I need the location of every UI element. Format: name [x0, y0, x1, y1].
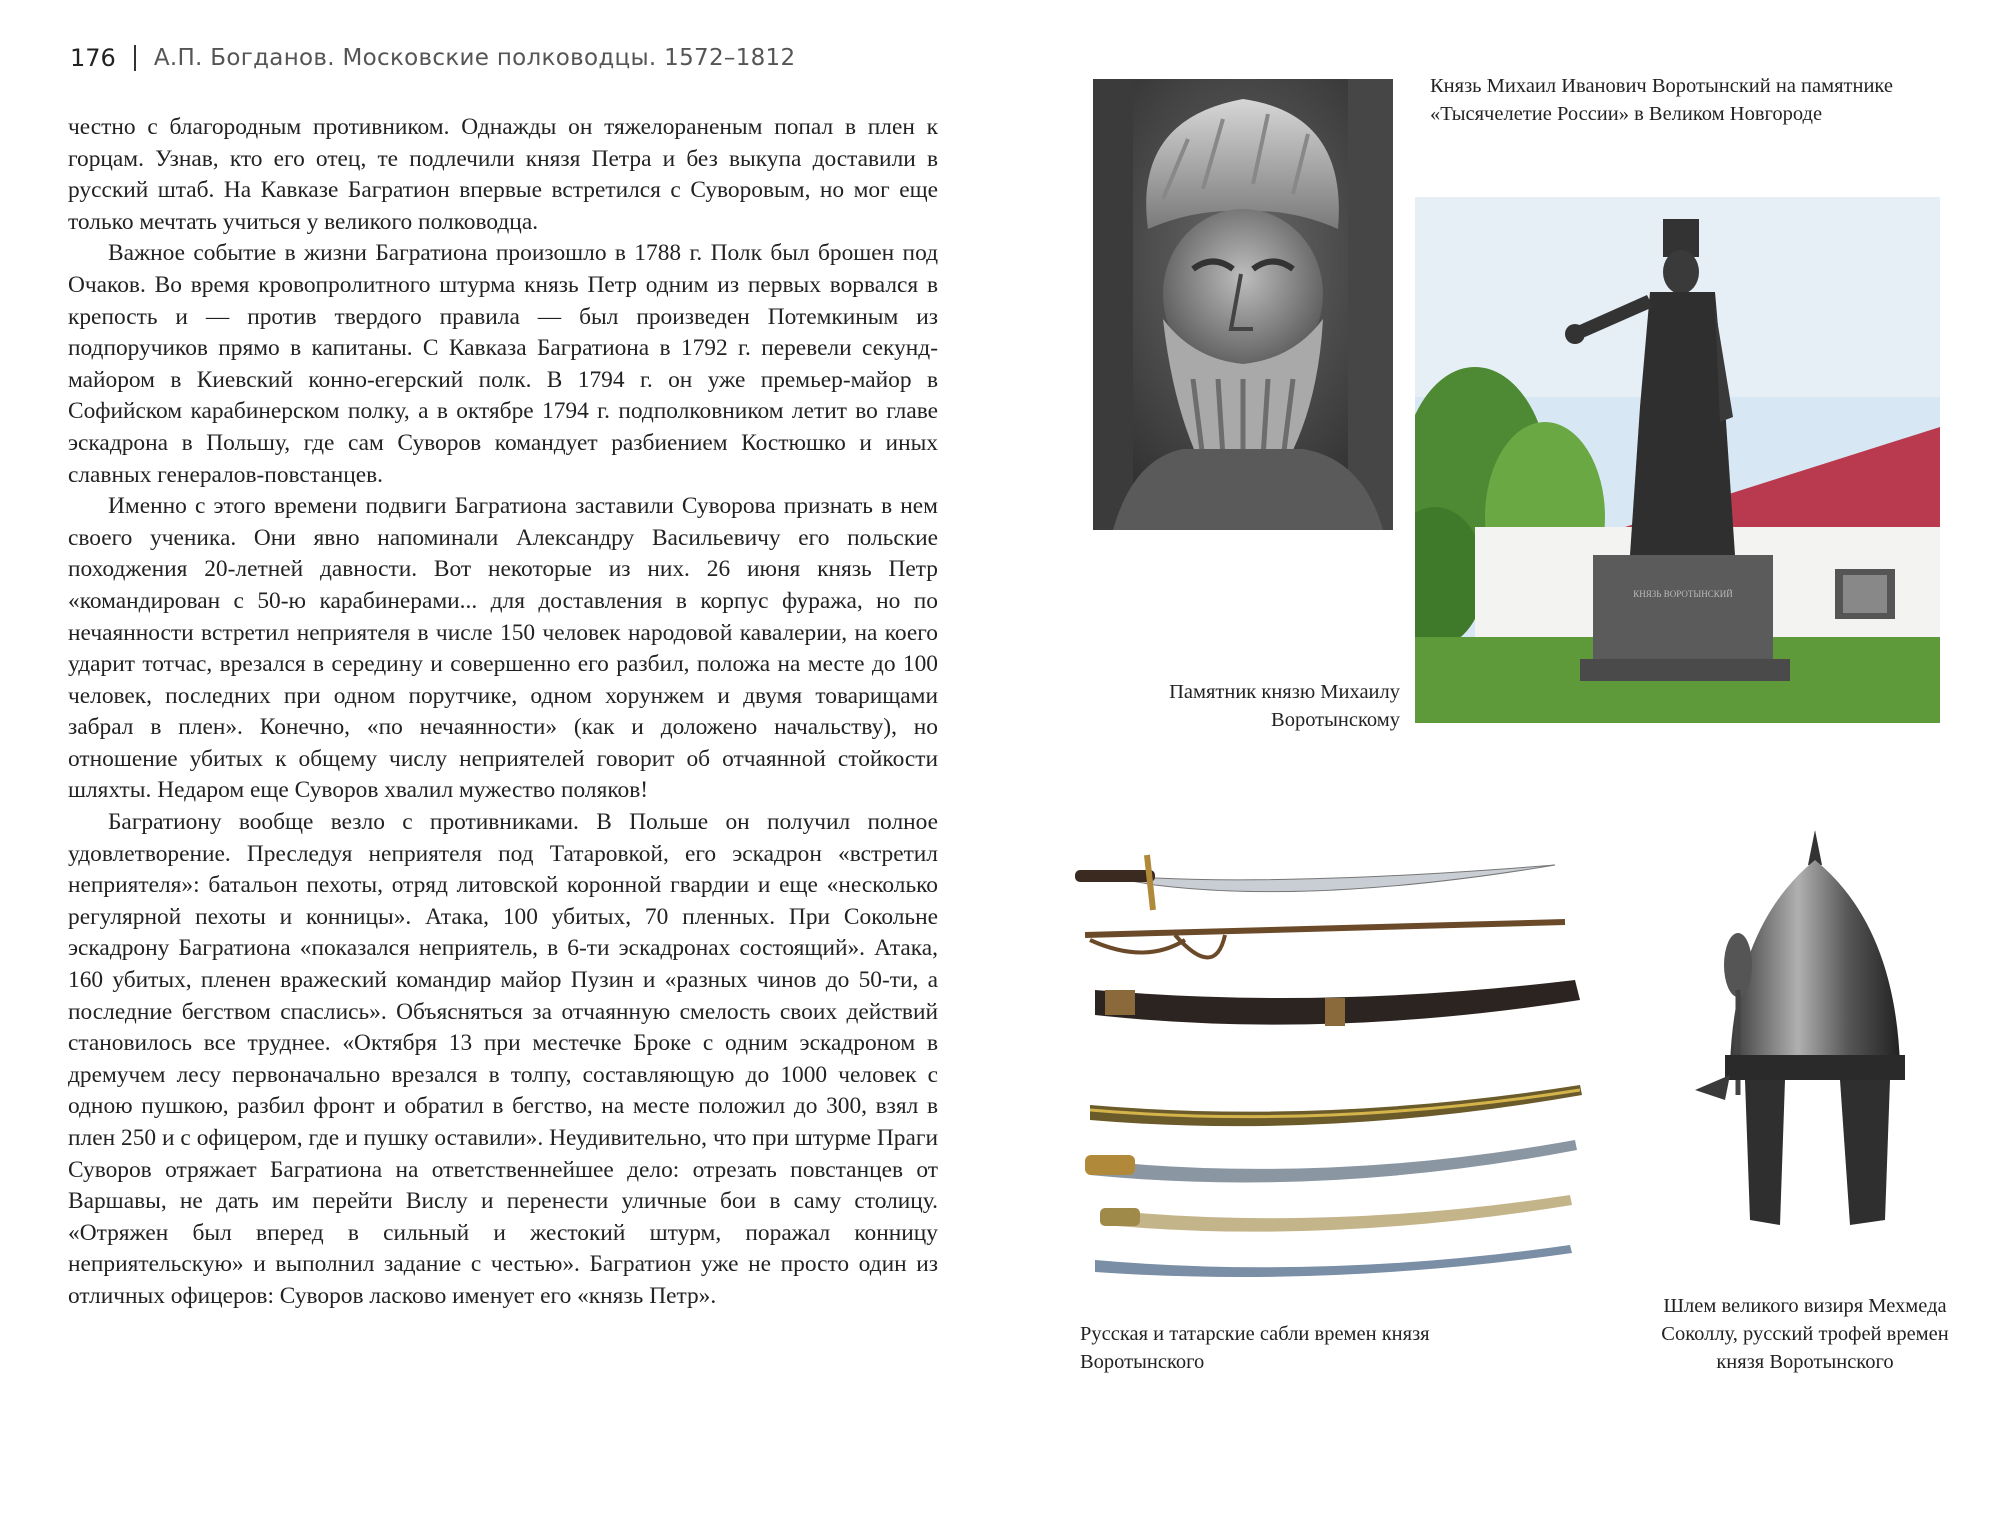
sabers-caption: Русская и татарские сабли времен князя Воротынского — [1080, 1323, 1430, 1373]
monument-photo — [1415, 197, 1940, 723]
relief-photo — [1093, 79, 1393, 530]
paragraph: Важное событие в жизни Багратиона произошло в 1788 г. Полк был брошен под Очаков. Во время кровопролитного штурма князь Петр одним из первых ворвался в крепость и — против твердого правила — был произведен Потемкиным из подпоручиков прямо в капитаны. С Кавказа Багратиона в 1792 г. перевели секунд-майором в Киевский конно-егерский полк. В 1794 г. он уже премьер-майор в Софийском карабинерском полку, а в октябре 1794 г. подполковником летит во главе эскадрона в Польшу, где сам Суворов командует разбиением Костюшко и иных славных генералов-повстанцев. — [68, 240, 938, 488]
monument-image — [1415, 197, 1940, 723]
helmet-caption: Шлем великого визиря Мехмеда Соколлу, русский трофей времен князя Воротынского — [1661, 1295, 1949, 1373]
paragraph: Именно с этого времени подвиги Багратиона заставили Суворова признать в нем своего ученика. Они явно напоминали Александру Васильевичу его польские походжения 20-летней давности. Вот некоторые из них. 26 июня князь Петр «командирован с 50-ю карабинерами... для доставления в корпус фуража, но по нечаянности встретил неприятеля в числе 150 человек народовой кавалерии, на коего ударит тотчас, врезался в середину и совершенно его разбил, положа на месте до 100 человек, последних при одном порутчике, одном хорунжем и двумя товарищами забрал в плен». Конечно, «по нечаянности» (как и доложено начальству), но отношение убитых к общему числу неприятелей говорит об отчаянной стойкости шляхты. Недаром еще Суворов хвалил мужество поляков! — [68, 493, 938, 804]
paragraph: Багратиону вообще везло с противниками. В Польше он получил полное удовлетворение. Преследуя неприятеля под Татаровкой, его эскадрон «встретил неприятеля»: батальон пехоты, отряд литовской коронной гвардии и еще «несколько регулярной пехоты и конницы». Атака, 100 убитых, 70 пленных. При Сокольне эскадрону Багратиона «показался неприятель, в 6-ти эскадронах состоящий». Атака, 160 убитых, пленен вражеский командир майор Пузин и «разных чинов до 50-ти, а последние бегством спаслись». Объясняться за отчаянную смелость своих действий становилось все труднее. «Октября 13 при местечке Броке с одним эскадроном в дремучем лесу первоначально врезался в толпу, составляющую до 1000 человек с одною пушкою, разбил фронт и обратил в бегство, на месте положил до 300, взял в плен 250 и с офицером, где и пушку оставили». Неудивительно, что при штурме Праги Суворов отряжает Багратиона на ответственнейшее дело: отрезать повстанцев от Варшавы, не дать им перейти Вислу и перенести уличные бои в саму столицу. «Отряжен был вперед в сильный и жестокий штурм, поражал конницу неприятельскую» и выполнил задание с честью». Багратион уже не просто один из отличных офицеров: Суворов ласково именует его «князь Петр». — [68, 809, 938, 1309]
page-number: 176 — [70, 44, 116, 72]
paragraph: честно с благородным противником. Однажды он тяжелораненым попал в плен к горцам. Узнав, кто его отец, те подлечили князя Петра и без выкупа доставили в русский штаб. На Кавказе Багратион впервые встретился с Суворовым, но мог еще только мечтать учиться у великого полководца. — [68, 114, 938, 235]
running-header — [70, 38, 795, 78]
body-text — [68, 112, 938, 1313]
sabers-image — [1075, 840, 1590, 1280]
header-divider — [134, 45, 136, 71]
running-title: А.П. Богданов. Московские полководцы. 1572–1812 — [153, 45, 796, 71]
monument-caption: Памятник князю Михаилу Воротынскому — [1169, 681, 1400, 731]
relief-image — [1093, 79, 1393, 530]
helmet-photo — [1690, 825, 1920, 1245]
relief-caption: Князь Михаил Иванович Воротынский на памятнике «Тысячелетие России» в Великом Новгороде — [1430, 75, 1893, 125]
helmet-image — [1690, 825, 1920, 1245]
sabers-photo — [1075, 840, 1590, 1280]
pedestal-inscription: КНЯЗЬ ВОРОТЫНСКИЙ — [1633, 589, 1733, 599]
